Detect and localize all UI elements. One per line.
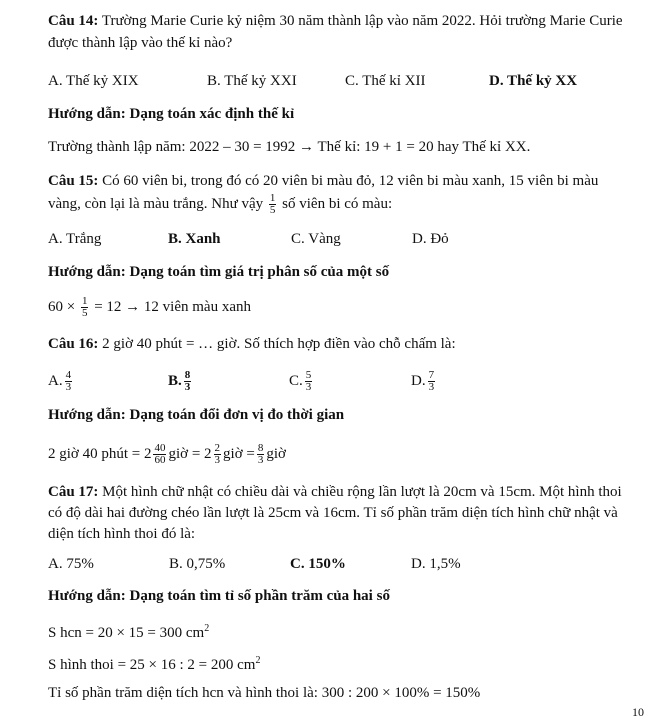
q14-guide: Hướng dẫn: Dạng toán xác định thế kỉ [48, 106, 295, 122]
q16-sol-f3-den: 3 [257, 454, 264, 466]
q16-option-c [289, 370, 314, 393]
q16-option-b-num: 8 [184, 369, 191, 381]
q17-sol1-text: S hcn = 20 × 15 = 300 cm [48, 625, 205, 641]
q16-option-a-letter: A. [48, 372, 63, 389]
q17-option-d: D. 1,5% [411, 556, 461, 572]
q15-option-c: C. Vàng [291, 231, 341, 247]
q17-solution-3: Tỉ số phần trăm diện tích hcn và hình thoi là: 300 : 200 × 100% = 150% [48, 685, 481, 701]
q16-option-a-num: 4 [65, 369, 72, 381]
q15-sol-den: 5 [81, 307, 88, 319]
q17-option-c: C. 150% [290, 556, 346, 572]
q16-option-c-den: 3 [305, 381, 312, 393]
q14-solution: Trường thành lập năm: 2022 – 30 = 1992 → Thế kỉ: 19 + 1 = 20 hay Thế kỉ XX. [48, 139, 531, 155]
q16-sol-f2-den: 3 [214, 454, 221, 466]
q15-sol-a: 60 × [48, 298, 76, 315]
q16-label: Câu 16: [48, 336, 99, 352]
q15-line1 [48, 172, 598, 190]
q16-text: 2 giờ 40 phút = … giờ. Số thích hợp điền vào chỗ chấm là: [98, 336, 456, 352]
q16-sol-d: giờ [266, 445, 286, 462]
q16-option-b-den: 3 [184, 381, 191, 393]
q17-solution-1 [48, 620, 209, 642]
q16-sol-f3-num: 8 [257, 442, 264, 454]
q15-fraction [269, 193, 277, 216]
q16-sol-f2-num: 2 [214, 442, 221, 454]
q17-solution-2 [48, 652, 260, 674]
q16-option-d-den: 3 [428, 381, 435, 393]
q16-sol-frac1 [153, 443, 166, 466]
q15-frac-den: 5 [269, 204, 276, 216]
q17-label: Câu 17: [48, 484, 99, 500]
q17-sol2-text: S hình thoi = 25 × 16 : 2 = 200 cm [48, 657, 256, 673]
q16-option-c-num: 5 [305, 369, 312, 381]
q16-sol-frac2 [214, 443, 222, 466]
q15-option-d: D. Đỏ [412, 231, 449, 247]
q15-line2 [48, 193, 392, 216]
q16-option-d-num: 7 [428, 369, 435, 381]
q16-option-d-fraction [428, 370, 436, 393]
q17-option-a: A. 75% [48, 556, 94, 572]
q17-sol2-sup: 2 [255, 655, 261, 666]
q15-sol-fraction [81, 296, 89, 319]
q17-option-b: B. 0,75% [169, 556, 226, 572]
q16-option-b-fraction [184, 370, 192, 393]
q16-option-c-letter: C. [289, 372, 303, 389]
q16-option-c-fraction [305, 370, 313, 393]
q14-option-a: A. Thế kỷ XIX [48, 73, 139, 89]
q15-option-b: B. Xanh [168, 231, 221, 247]
q17-guide: Hướng dẫn: Dạng toán tìm tỉ số phần trăm của hai số [48, 588, 390, 604]
q16-option-b-letter: B. [168, 372, 182, 389]
q15-text1: Có 60 viên bi, trong đó có 20 viên bi màu đỏ, 12 viên bi màu xanh, 15 viên bi màu [98, 173, 599, 189]
q16-sol-f1-den: 60 [154, 454, 166, 466]
q16-option-a-fraction [65, 370, 73, 393]
q14-line1 [48, 12, 623, 30]
q17-line3: diện tích hình thoi đó là: [48, 526, 196, 542]
q15-sol-num: 1 [81, 295, 88, 307]
q15-sol-b: = 12 → 12 viên màu xanh [94, 298, 251, 315]
q16-option-b [168, 370, 193, 393]
q14-text1: Trường Marie Curie kỷ niệm 30 năm thành lập vào năm 2022. Hỏi trường Marie Curie [98, 13, 623, 29]
q17-sol1-sup: 2 [204, 623, 210, 634]
q14-line2: được thành lập vào thế kỉ nào? [48, 35, 233, 51]
q16-guide: Hướng dẫn: Dạng toán đổi đơn vị đo thời gian [48, 407, 345, 423]
q16-option-d-letter: D. [411, 372, 426, 389]
q17-text1: Một hình chữ nhật có chiều dài và chiều rộng lần lượt là 20cm và 15cm. Một hình thoi [98, 484, 622, 500]
q16-sol-a: 2 giờ 40 phút = 2 [48, 445, 152, 462]
q15-solution [48, 296, 251, 319]
q16-sol-b: giờ = 2 [168, 445, 212, 462]
q17-line2: có độ dài hai đường chéo lần lượt là 25cm và 16cm. Tỉ số phần trăm diện tích hình chữ nhật và [48, 505, 618, 521]
q14-option-b: B. Thế kỷ XXI [207, 73, 297, 89]
q16-option-d [411, 370, 437, 393]
q16-sol-c: giờ = [223, 445, 255, 462]
q15-text2b: số viên bi có màu: [282, 195, 393, 212]
q14-label: Câu 14: [48, 13, 99, 29]
q14-option-d: D. Thế kỷ XX [489, 73, 578, 89]
q15-frac-num: 1 [269, 192, 276, 204]
q16-sol-f1-num: 40 [154, 442, 166, 454]
q16-option-a-den: 3 [65, 381, 72, 393]
q16-solution [48, 443, 286, 466]
q17-line1 [48, 483, 622, 501]
q15-label: Câu 15: [48, 173, 99, 189]
q16-sol-frac3 [257, 443, 265, 466]
q16-option-a [48, 370, 74, 393]
q16-line1 [48, 335, 456, 353]
q15-text2a: vàng, còn lại là màu trắng. Như vậy [48, 195, 264, 212]
q14-option-c: C. Thế kỉ XII [345, 73, 426, 89]
q15-guide: Hướng dẫn: Dạng toán tìm giá trị phân số của một số [48, 264, 390, 280]
q15-option-a: A. Trắng [48, 231, 102, 247]
page-number: 10 [632, 705, 644, 719]
